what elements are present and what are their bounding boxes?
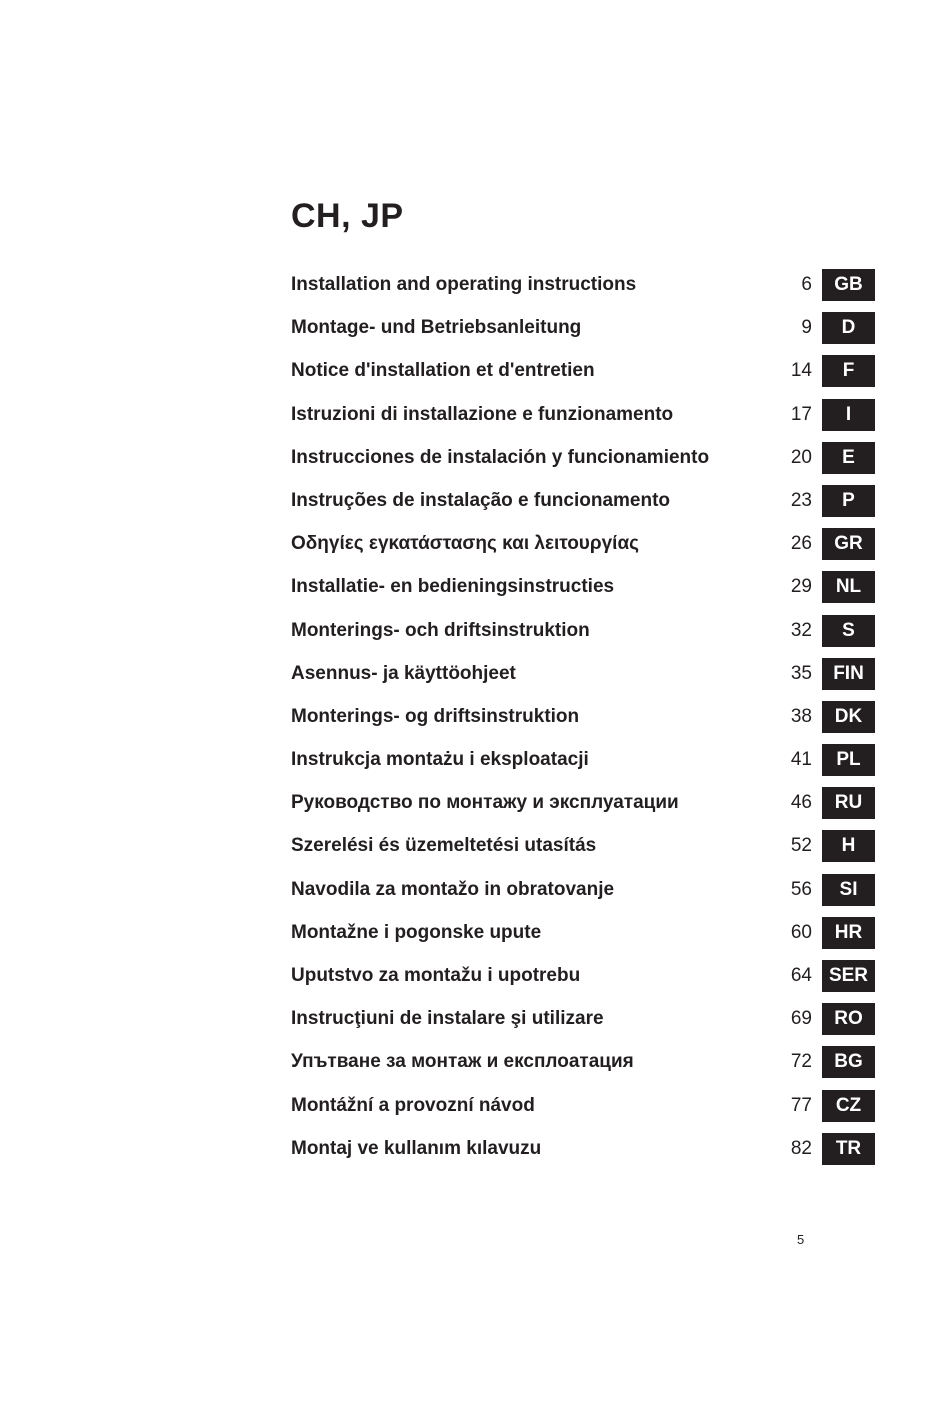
page-number: 5 — [797, 1232, 805, 1247]
toc-title: Instruções de instalação e funcionamento — [291, 489, 671, 511]
toc-page-number: 14 — [790, 360, 812, 382]
toc-row-pl[interactable] — [291, 743, 875, 786]
toc-page-number: 60 — [790, 921, 812, 943]
toc-title: Instrucciones de instalación y funcionamiento — [291, 446, 710, 468]
toc-page-number: 35 — [790, 662, 812, 684]
table-of-contents — [291, 268, 875, 1175]
language-badge: GB — [822, 269, 875, 301]
language-badge: RU — [822, 787, 875, 819]
toc-page-number: 9 — [801, 317, 812, 339]
toc-page-number: 20 — [790, 446, 812, 468]
toc-title: Szerelési és üzemeltetési utasítás — [291, 835, 597, 857]
toc-row-i[interactable] — [291, 398, 875, 441]
toc-title: Asennus- ja käyttöohjeet — [291, 662, 516, 684]
toc-title: Navodila za montažo in obratovanje — [291, 878, 615, 900]
toc-page-number: 46 — [790, 792, 812, 814]
toc-row-si[interactable] — [291, 873, 875, 916]
language-badge: NL — [822, 571, 875, 603]
toc-row-tr[interactable] — [291, 1132, 875, 1175]
toc-page-number: 82 — [790, 1137, 812, 1159]
toc-title: Οδηγίες εγκατάστασης και λειτουργίας — [291, 533, 640, 555]
toc-page-number: 29 — [790, 576, 812, 598]
toc-title: Montažne i pogonske upute — [291, 921, 542, 943]
toc-row-p[interactable] — [291, 484, 875, 527]
language-badge: GR — [822, 528, 875, 560]
language-badge: SI — [822, 874, 875, 906]
toc-row-f[interactable] — [291, 354, 875, 397]
toc-row-gb[interactable] — [291, 268, 875, 311]
language-badge: DK — [822, 701, 875, 733]
toc-page-number: 32 — [790, 619, 812, 641]
toc-row-ru[interactable] — [291, 786, 875, 829]
toc-row-fin[interactable] — [291, 657, 875, 700]
toc-title: Istruzioni di installazione e funzionamento — [291, 403, 674, 425]
toc-row-bg[interactable] — [291, 1045, 875, 1088]
language-badge: E — [822, 442, 875, 474]
toc-page-number: 26 — [790, 533, 812, 555]
toc-page-number: 77 — [790, 1094, 812, 1116]
language-badge: H — [822, 830, 875, 862]
language-badge: P — [822, 485, 875, 517]
toc-row-ro[interactable] — [291, 1002, 875, 1045]
toc-page-number: 64 — [790, 965, 812, 986]
toc-page-number: 6 — [801, 274, 812, 295]
language-badge: BG — [822, 1046, 875, 1078]
toc-page-number: 56 — [790, 878, 812, 900]
language-badge: F — [822, 355, 875, 387]
toc-title: Installatie- en bedieningsinstructies — [291, 576, 615, 598]
toc-page-number: 52 — [790, 835, 812, 857]
toc-title: Руководство по монтажу и эксплуатации — [291, 792, 679, 814]
toc-page-number: 38 — [790, 705, 812, 727]
language-badge: PL — [822, 744, 875, 776]
toc-page-number: 17 — [790, 403, 812, 425]
toc-row-ser[interactable] — [291, 959, 875, 1002]
toc-title: Installation and operating instructions — [291, 274, 637, 295]
toc-title: Montage- und Betriebsanleitung — [291, 317, 582, 339]
toc-title: Упътване за монтаж и експлоатация — [291, 1051, 634, 1073]
toc-row-d[interactable] — [291, 311, 875, 354]
toc-row-cz[interactable] — [291, 1089, 875, 1132]
toc-title: Monterings- och driftsinstruktion — [291, 619, 590, 641]
language-badge: HR — [822, 917, 875, 949]
language-badge: TR — [822, 1133, 875, 1165]
toc-title: Instrucţiuni de instalare şi utilizare — [291, 1008, 604, 1030]
toc-row-h[interactable] — [291, 829, 875, 872]
toc-page-number: 72 — [790, 1051, 812, 1073]
toc-row-hr[interactable] — [291, 916, 875, 959]
language-badge: D — [822, 312, 875, 344]
toc-title: Montaj ve kullanım kılavuzu — [291, 1137, 542, 1159]
language-badge: CZ — [822, 1090, 875, 1122]
language-badge: RO — [822, 1003, 875, 1035]
toc-title: Notice d'installation et d'entretien — [291, 360, 595, 382]
language-badge: I — [822, 399, 875, 431]
language-badge: FIN — [822, 658, 875, 690]
toc-row-gr[interactable] — [291, 527, 875, 570]
toc-title: Instrukcja montażu i eksploatacji — [291, 749, 589, 771]
language-badge: SER — [822, 960, 875, 992]
toc-page-number: 69 — [790, 1008, 812, 1030]
toc-row-s[interactable] — [291, 614, 875, 657]
toc-row-dk[interactable] — [291, 700, 875, 743]
toc-page-number: 23 — [790, 489, 812, 511]
toc-row-e[interactable] — [291, 441, 875, 484]
toc-title: Monterings- og driftsinstruktion — [291, 705, 580, 727]
toc-page-number: 41 — [790, 749, 812, 771]
toc-title: Uputstvo za montažu i upotrebu — [291, 965, 581, 986]
page-title: CH, JP — [291, 197, 404, 235]
toc-row-nl[interactable] — [291, 570, 875, 613]
language-badge: S — [822, 615, 875, 647]
toc-title: Montážní a provozní návod — [291, 1094, 535, 1116]
